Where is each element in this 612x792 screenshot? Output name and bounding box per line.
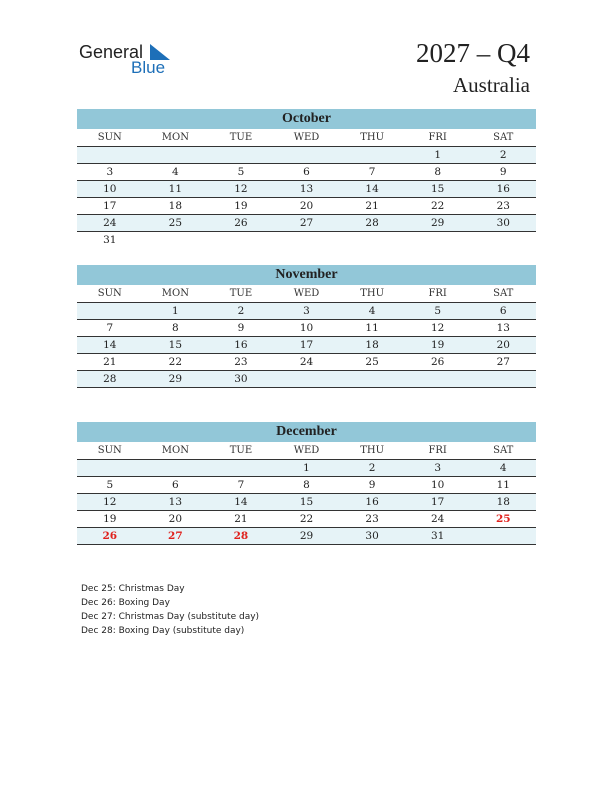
day-of-week-label: FRI: [428, 288, 447, 299]
week-row: [77, 494, 536, 511]
day-cell: 20: [299, 200, 314, 212]
day-of-week-label: MON: [161, 445, 189, 456]
day-cell: 13: [168, 496, 183, 508]
day-cell: 18: [365, 339, 379, 351]
day-cell: [208, 232, 274, 248]
day-cell: 15: [168, 339, 183, 351]
week-row: [77, 198, 536, 215]
month-december: [77, 422, 536, 545]
day-of-week-row: [77, 285, 536, 303]
day-cell: 4: [172, 166, 179, 178]
week-row: [77, 181, 536, 198]
day-of-week-label: THU: [360, 288, 385, 299]
day-cell: 16: [234, 339, 248, 351]
day-of-week-label: TUE: [229, 445, 253, 456]
week-row: [77, 354, 536, 371]
day-of-week-label: TUE: [229, 288, 253, 299]
month-header: November: [77, 265, 536, 285]
day-cell: 9: [368, 479, 376, 491]
day-of-week-row: [77, 129, 536, 147]
day-cell: 1: [303, 462, 310, 474]
holiday-notes: [81, 582, 259, 638]
day-cell: 15: [430, 183, 445, 195]
day-cell: 23: [234, 356, 248, 368]
day-cell: 3: [106, 166, 114, 178]
day-cell: 6: [499, 305, 507, 317]
day-of-week-label: THU: [360, 445, 385, 456]
day-of-week-label: WED: [293, 132, 320, 143]
day-cell: 19: [234, 200, 248, 212]
week-row: [77, 215, 536, 232]
day-cell: 12: [103, 496, 117, 508]
day-cell: 9: [499, 166, 507, 178]
day-cell: [143, 460, 209, 476]
day-cell: [405, 232, 471, 248]
week-row: [77, 460, 536, 477]
week-row: [77, 320, 536, 337]
day-cell: 21: [365, 200, 379, 212]
day-cell: 27: [496, 356, 510, 368]
week-row: [77, 371, 536, 388]
day-of-week-row: [77, 442, 536, 460]
day-cell: 11: [365, 322, 379, 334]
day-cell: 3: [434, 462, 442, 474]
day-cell: 28: [233, 530, 249, 542]
day-cell: 14: [234, 496, 248, 508]
month-header: October: [77, 109, 536, 129]
day-cell: 22: [299, 513, 314, 525]
day-cell: 11: [168, 183, 183, 195]
day-cell: 1: [434, 149, 442, 161]
day-cell: 8: [434, 166, 442, 178]
day-cell: 17: [430, 496, 445, 508]
day-of-week-label: TUE: [229, 132, 253, 143]
day-cell: 10: [430, 479, 445, 491]
day-cell: 10: [103, 183, 117, 195]
day-cell: [470, 371, 536, 387]
day-cell: 7: [368, 166, 376, 178]
day-cell: 28: [365, 217, 379, 229]
day-cell: 23: [496, 200, 510, 212]
day-cell: 31: [103, 234, 117, 246]
page-subtitle: Australia: [453, 73, 530, 97]
day-cell: [77, 460, 143, 476]
day-cell: 17: [103, 200, 117, 212]
day-cell: 23: [365, 513, 379, 525]
day-of-week-label: SUN: [97, 445, 122, 456]
day-of-week-label: MON: [161, 132, 189, 143]
holiday-note: Dec 27: Christmas Day (substitute day): [81, 612, 260, 622]
day-of-week-label: MON: [161, 288, 189, 299]
day-cell: 31: [430, 530, 445, 542]
day-cell: [470, 232, 536, 248]
day-cell: 2: [237, 305, 245, 317]
day-cell: 2: [368, 462, 376, 474]
week-row: [77, 511, 536, 528]
day-cell: 16: [365, 496, 379, 508]
day-cell: 6: [172, 479, 179, 491]
logo-general-text: General: [79, 42, 144, 62]
day-cell: [274, 147, 340, 163]
day-cell: 26: [234, 217, 248, 229]
day-cell: 5: [237, 166, 245, 178]
day-cell: 14: [103, 339, 117, 351]
day-cell: 26: [430, 356, 445, 368]
day-cell: 5: [106, 479, 114, 491]
day-cell: 20: [496, 339, 510, 351]
page-title: 2027 – Q4: [416, 38, 530, 68]
day-cell: 30: [365, 530, 379, 542]
day-cell: 22: [430, 200, 445, 212]
day-cell: 4: [499, 462, 507, 474]
day-of-week-label: WED: [293, 445, 320, 456]
day-cell: 8: [172, 322, 179, 334]
day-cell: 7: [237, 479, 245, 491]
day-cell: 25: [365, 356, 379, 368]
day-cell: 24: [430, 513, 445, 525]
day-cell: 18: [496, 496, 510, 508]
day-cell: 22: [168, 356, 183, 368]
day-cell: [274, 371, 340, 387]
day-of-week-label: SAT: [493, 288, 514, 299]
month-november: [77, 265, 536, 388]
day-cell: [339, 147, 405, 163]
day-cell: 19: [103, 513, 117, 525]
day-cell: 11: [496, 479, 510, 491]
day-cell: 24: [103, 217, 117, 229]
holiday-note: Dec 26: Boxing Day: [81, 598, 170, 608]
week-row: [77, 232, 536, 248]
day-cell: 5: [434, 305, 442, 317]
day-cell: 19: [430, 339, 445, 351]
day-of-week-label: FRI: [428, 132, 447, 143]
day-cell: [405, 371, 471, 387]
day-cell: 4: [368, 305, 376, 317]
week-row: [77, 164, 536, 181]
day-cell: 26: [102, 530, 118, 542]
day-cell: 18: [168, 200, 183, 212]
day-of-week-label: SUN: [97, 288, 122, 299]
logo: [79, 40, 179, 80]
day-cell: 6: [303, 166, 310, 178]
day-cell: 12: [234, 183, 248, 195]
day-of-week-label: FRI: [428, 445, 447, 456]
day-of-week-label: SUN: [97, 132, 122, 143]
day-cell: [143, 232, 209, 248]
week-row: [77, 528, 536, 545]
day-cell: 21: [234, 513, 248, 525]
month-header: December: [77, 422, 536, 442]
day-cell: [274, 232, 340, 248]
day-cell: 30: [234, 373, 248, 385]
day-cell: 17: [299, 339, 314, 351]
day-cell: [77, 147, 143, 163]
day-cell: 13: [299, 183, 314, 195]
day-cell: 27: [299, 217, 314, 229]
day-cell: [208, 460, 274, 476]
week-row: [77, 303, 536, 320]
day-cell: [143, 147, 209, 163]
holiday-note: Dec 28: Boxing Day (substitute day): [81, 626, 245, 636]
logo-blue-text: Blue: [131, 58, 166, 77]
day-cell: 30: [496, 217, 510, 229]
day-cell: [339, 232, 405, 248]
day-cell: 27: [168, 530, 183, 542]
day-cell: 24: [299, 356, 314, 368]
day-cell: 2: [499, 149, 507, 161]
day-cell: 29: [299, 530, 314, 542]
day-cell: 3: [303, 305, 310, 317]
day-cell: [470, 528, 536, 544]
day-cell: 14: [365, 183, 379, 195]
day-cell: 16: [496, 183, 510, 195]
day-cell: 12: [430, 322, 445, 334]
day-cell: 25: [168, 217, 183, 229]
day-cell: 25: [495, 513, 511, 525]
day-cell: 28: [103, 373, 117, 385]
day-of-week-label: WED: [293, 288, 320, 299]
day-cell: 9: [237, 322, 245, 334]
day-cell: 13: [496, 322, 510, 334]
day-cell: 21: [103, 356, 117, 368]
week-row: [77, 337, 536, 354]
day-cell: 7: [106, 322, 114, 334]
day-of-week-label: SAT: [493, 445, 514, 456]
holiday-note: Dec 25: Christmas Day: [81, 584, 185, 594]
week-row: [77, 147, 536, 164]
day-cell: 8: [303, 479, 310, 491]
day-cell: [208, 147, 274, 163]
day-cell: 15: [299, 496, 314, 508]
week-row: [77, 477, 536, 494]
day-of-week-label: THU: [360, 132, 385, 143]
month-october: [77, 109, 536, 248]
day-cell: 1: [172, 305, 179, 317]
day-cell: 20: [168, 513, 183, 525]
day-cell: 10: [299, 322, 314, 334]
day-cell: 29: [430, 217, 445, 229]
day-cell: 29: [168, 373, 183, 385]
day-cell: [77, 303, 143, 319]
day-cell: [339, 371, 405, 387]
day-of-week-label: SAT: [493, 132, 514, 143]
